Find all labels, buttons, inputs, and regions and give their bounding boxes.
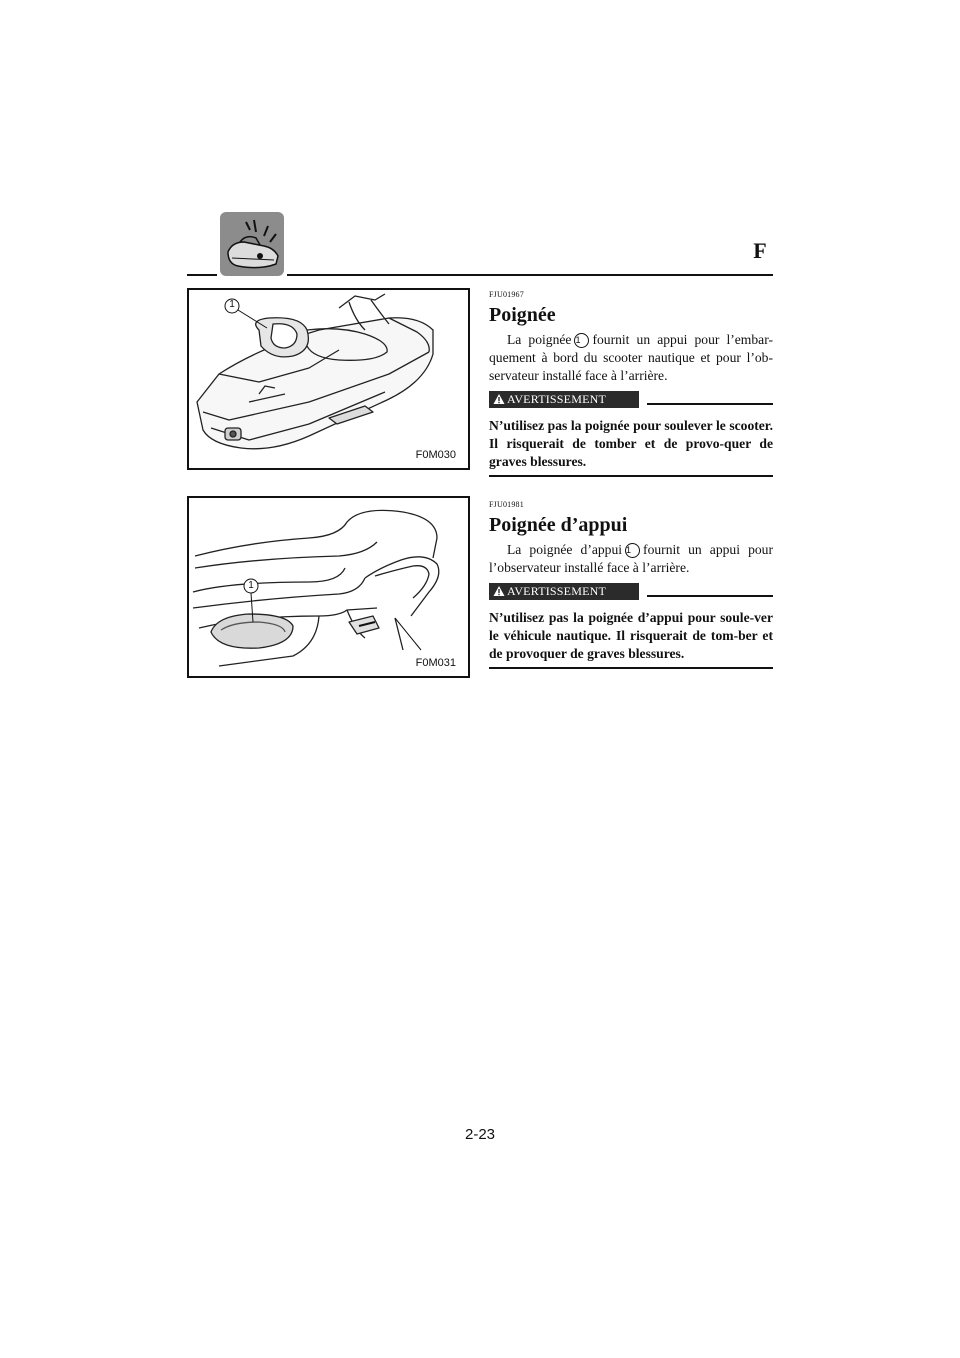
warning-badge: [489, 391, 639, 408]
language-letter: F: [753, 238, 767, 263]
section-poignee: [489, 290, 773, 477]
watercraft-icon: [220, 212, 284, 276]
figure-code: F0M031: [415, 657, 456, 669]
figure-callout: 1: [248, 580, 254, 591]
figure-code: F0M030: [415, 449, 456, 461]
figure-callout: 1: [229, 299, 235, 310]
section-body: [489, 541, 773, 577]
header-rule: [187, 274, 217, 276]
warning-badge: [489, 583, 639, 600]
body-text: fournit un appui pour l’embar-quement à bord du scooter nautique et pour l’ob-servateur installé face à l’arrière.: [489, 332, 773, 383]
body-text: fournit un appui pour l’observateur installé face à l’arrière.: [489, 542, 773, 575]
warning-header: [489, 391, 773, 409]
warning-header: [489, 583, 773, 601]
warning-text: N’utilisez pas la poignée pour soulever le scooter. Il risquerait de tomber et de provo-quer de graves blessures.: [489, 418, 773, 469]
callout-number: 1: [574, 333, 589, 348]
section-title: Poignée d’appui: [489, 514, 628, 536]
watercraft-rear-illustration: [187, 288, 470, 470]
section-body: [489, 331, 773, 385]
warning-triangle-icon: [493, 393, 505, 405]
warning-text: N’utilisez pas la poignée d’appui pour soule-ver le véhicule nautique. Il risquerait de tom-ber et de provoquer de graves blessures.: [489, 610, 773, 661]
warning-end-rule: [489, 667, 773, 669]
reference-code: FJU01967: [489, 290, 524, 299]
body-text: La poignée: [507, 332, 572, 347]
header-rule: [287, 274, 773, 276]
reference-code: FJU01981: [489, 500, 524, 509]
seat-handle-illustration: [187, 496, 470, 678]
warning-label: AVERTISSEMENT: [507, 392, 606, 406]
section-poignee-appui: [489, 500, 773, 669]
warning-label: AVERTISSEMENT: [507, 584, 606, 598]
page-number: 2-23: [464, 1126, 496, 1143]
section-title: Poignée: [489, 304, 556, 326]
callout-number: 1: [625, 543, 640, 558]
warning-rule: [647, 403, 773, 405]
warning-end-rule: [489, 475, 773, 477]
warning-triangle-icon: [493, 585, 505, 597]
body-text: La poignée d’appui: [507, 542, 623, 557]
warning-rule: [647, 595, 773, 597]
